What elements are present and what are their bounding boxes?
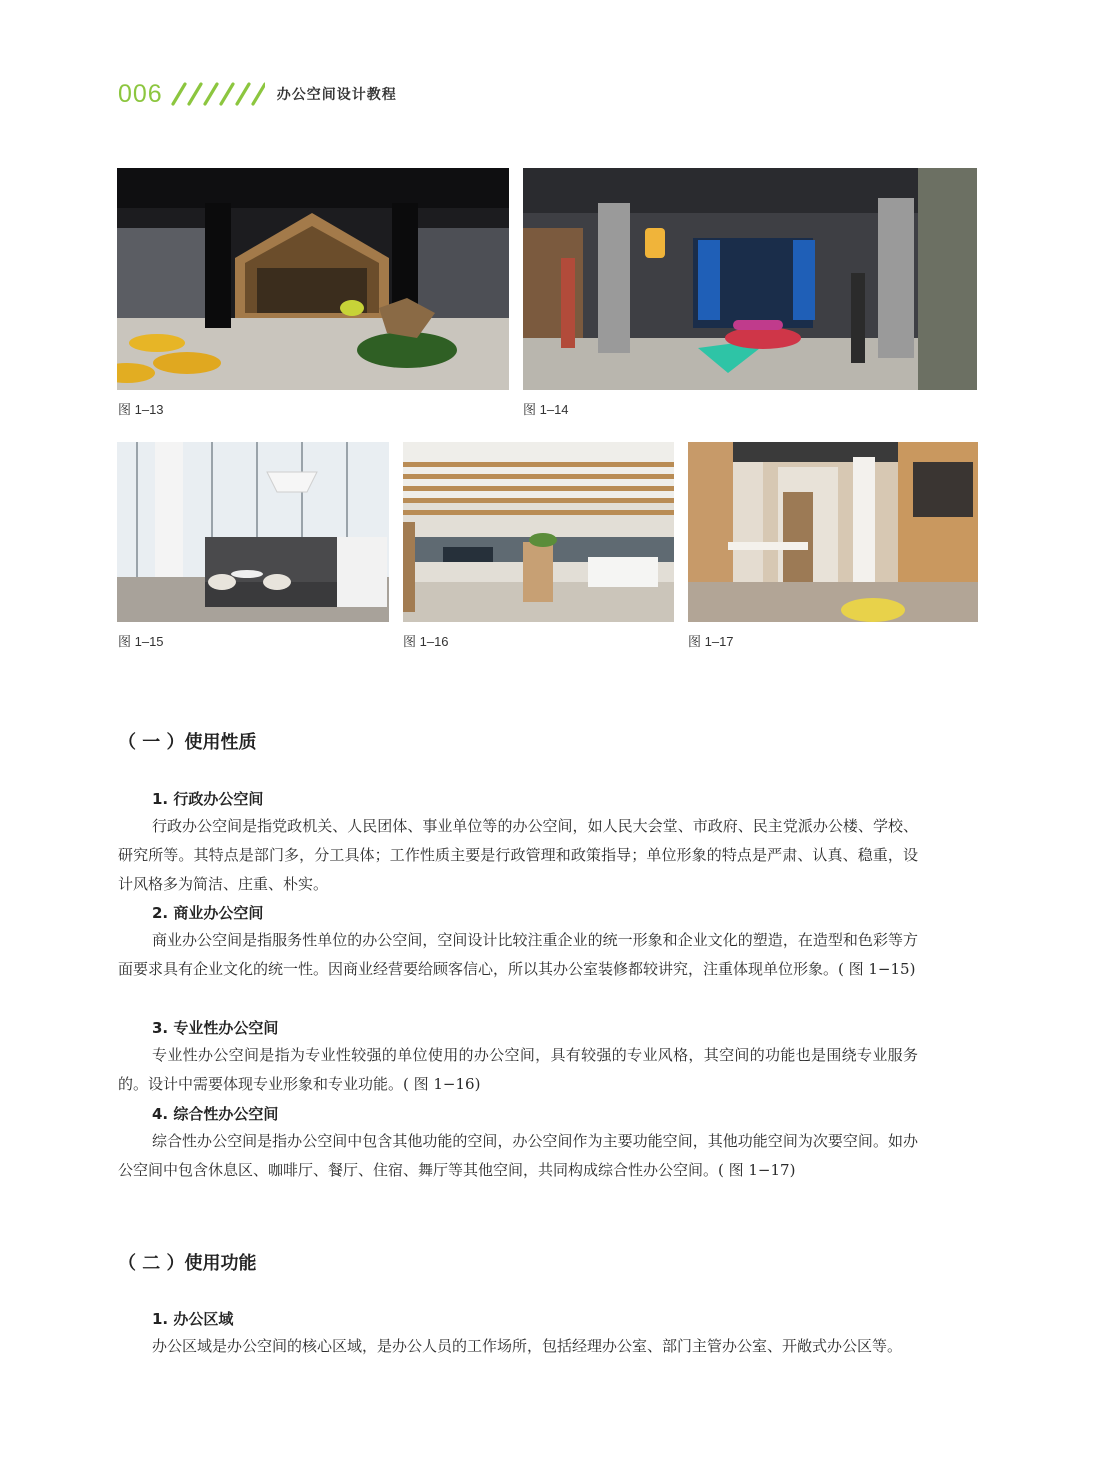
subsection-title: 1. 行政办公空间 [152,790,264,808]
figure-caption: 图 1–13 [118,402,164,417]
paragraph: 综合性办公空间是指办公空间中包含其他功能的空间，办公空间作为主要功能空间，其他功能空间为次要空间。如办公空间中包含休息区、咖啡厅、餐厅、住宿、舞厅等其他空间，共同构成综合性办公空间。( 图 1−17) [118,1132,918,1179]
figure-caption: 图 1–17 [688,634,734,649]
figure-caption: 图 1–15 [118,634,164,649]
figure-caption: 图 1–16 [403,634,449,649]
subsection-title: 3. 专业性办公空间 [152,1019,279,1037]
figure-caption: 图 1–14 [523,402,569,417]
slash-decoration-icon [165,81,265,107]
figure-1-13-photo [117,168,509,390]
section-heading: （ 二 ）使用功能 [118,1253,257,1274]
subsection-title: 2. 商业办公空间 [152,904,264,922]
subsection-title: 1. 办公区域 [152,1310,234,1328]
paragraph: 行政办公空间是指党政机关、人民团体、事业单位等的办公空间，如人民大会堂、市政府、民主党派办公楼、学校、研究所等。其特点是部门多，分工具体；工作性质主要是行政管理和政策指导；单位形象的特点是严肃、认真、稳重，设计风格多为简洁、庄重、朴实。 [118,817,918,893]
figure-1-17-photo [688,442,978,622]
subsection-title: 4. 综合性办公空间 [152,1105,279,1123]
paragraph: 专业性办公空间是指为专业性较强的单位使用的办公空间，具有较强的专业风格，其空间的功能也是围绕专业服务的。设计中需要体现专业形象和专业功能。( 图 1−16) [118,1046,918,1093]
page-header [118,78,397,110]
page-number: 006 [118,79,163,108]
figure-1-14-photo [523,168,977,390]
figure-1-15-photo [117,442,389,622]
book-title: 办公空间设计教程 [276,87,397,103]
section-heading: （ 一 ）使用性质 [118,732,257,753]
paragraph: 商业办公空间是指服务性单位的办公空间，空间设计比较注重企业的统一形象和企业文化的塑造，在造型和色彩等方面要求具有企业文化的统一性。因商业经营要给顾客信心，所以其办公室装修都较讲究，注重体现单位形象。( 图 1−15) [118,931,918,978]
figure-1-16-photo [403,442,674,622]
paragraph: 办公区域是办公空间的核心区域，是办公人员的工作场所，包括经理办公室、部门主管办公室、开敞式办公区等。 [152,1337,903,1355]
